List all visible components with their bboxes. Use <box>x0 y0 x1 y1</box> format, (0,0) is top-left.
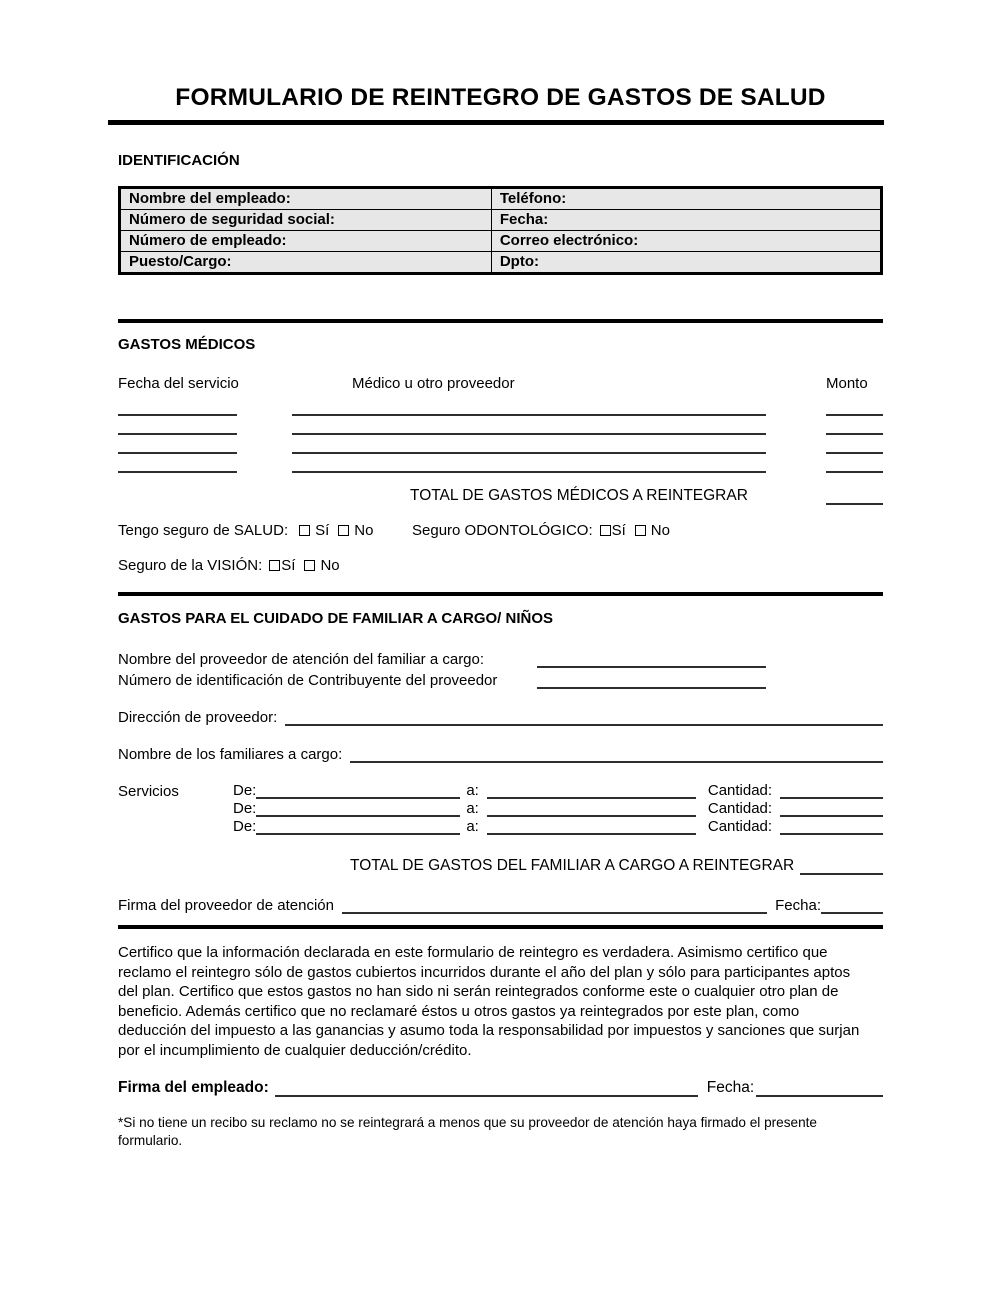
dental-insurance-label: Seguro ODONTOLÓGICO: <box>412 521 593 539</box>
dependent-total-line[interactable] <box>800 859 883 875</box>
medical-total-label: TOTAL DE GASTOS MÉDICOS A REINTEGRAR <box>410 487 748 504</box>
to-label: a: <box>466 818 479 835</box>
no-label: No <box>650 521 670 539</box>
yes-label: Sí <box>281 556 296 574</box>
service-date-line[interactable] <box>118 419 237 435</box>
section-rule <box>118 925 883 929</box>
no-label: No <box>320 556 340 574</box>
section-rule <box>118 319 883 323</box>
amount-label: Cantidad: <box>707 800 773 817</box>
dependents-names-label: Nombre de los familiares a cargo: <box>118 746 343 763</box>
service-date-line[interactable] <box>118 438 237 454</box>
section-rule <box>118 592 883 596</box>
expense-row <box>118 435 883 454</box>
health-no-checkbox[interactable] <box>338 525 349 536</box>
dependents-names-line[interactable] <box>350 747 883 763</box>
receipt-footnote: *Si no tiene un recibo su reclamo no se reintegrará a menos que su proveedor de atención haya firmado el presente formulario. <box>118 1115 817 1148</box>
from-label: De: <box>233 800 257 817</box>
employee-name-cell[interactable]: Nombre del empleado: <box>120 188 492 210</box>
dental-no-checkbox[interactable] <box>635 525 646 536</box>
column-amount-label: Monto <box>826 375 868 392</box>
service-amount-line[interactable] <box>780 801 883 817</box>
health-yes-checkbox[interactable] <box>299 525 310 536</box>
provider-line[interactable] <box>292 457 766 473</box>
services-rows <box>233 781 883 835</box>
provider-signature-line[interactable] <box>342 898 767 914</box>
provider-line[interactable] <box>292 419 766 435</box>
service-to-line[interactable] <box>487 801 696 817</box>
medical-total-row <box>118 484 883 505</box>
to-label: a: <box>466 800 479 817</box>
provider-signature-label: Firma del proveedor de atención <box>118 897 334 914</box>
table-row <box>120 210 882 231</box>
page-title: FORMULARIO DE REINTEGRO DE GASTOS DE SALUD <box>175 84 826 111</box>
to-label: a: <box>466 782 479 799</box>
service-to-line[interactable] <box>487 783 696 799</box>
date-label: Fecha: <box>706 1079 755 1096</box>
service-amount-line[interactable] <box>780 783 883 799</box>
amount-line[interactable] <box>826 419 883 435</box>
health-insurance-group <box>118 522 412 539</box>
amount-label: Cantidad: <box>707 782 773 799</box>
insurance-row-2 <box>118 555 883 575</box>
dependent-total-row <box>118 854 883 875</box>
provider-signature-row <box>118 892 883 914</box>
dependent-care-heading: GASTOS PARA EL CUIDADO DE FAMILIAR A CARGO/ NIÑOS <box>118 610 554 627</box>
medical-columns-header <box>118 375 883 392</box>
no-label: No <box>354 521 374 539</box>
employee-signature-row <box>118 1074 883 1097</box>
identification-table <box>118 186 883 275</box>
department-cell[interactable]: Dpto: <box>491 252 881 274</box>
yes-label: Sí <box>611 521 626 539</box>
amount-line[interactable] <box>826 438 883 454</box>
job-title-cell[interactable]: Puesto/Cargo: <box>120 252 492 274</box>
services-block <box>118 781 883 835</box>
certification-paragraph: Certifico que la información declarada en este formulario de reintegro es verdadera. Asimismo certifico que reclamo el reintegro sólo de gastos cubiertos incurridos durante el año del plan y sólo para participantes aptos del plan. Certifico que estos gastos no han sido ni serán reintegrados conforme este o cualquier otro plan de beneficio. Además certifico que no reclamaré éstos u otros gastos ya reintegrados por este plan, como deducción del impuesto a las ganancias y asumo toda la responsabilidad por impuestos y sanciones que surjan por el incumplimiento de cualquier deducción/crédito. <box>118 944 860 1059</box>
employee-signature-label: Firma del empleado: <box>118 1079 269 1096</box>
amount-label: Cantidad: <box>707 818 773 835</box>
employee-signature-line[interactable] <box>275 1081 698 1097</box>
email-cell[interactable]: Correo electrónico: <box>491 231 881 252</box>
health-insurance-label: Tengo seguro de SALUD: <box>118 521 289 539</box>
provider-tax-line[interactable] <box>537 673 766 689</box>
yes-label: Sí <box>315 521 330 539</box>
provider-tax-label: Número de identificación de Contribuyente del proveedor <box>118 672 498 689</box>
service-amount-line[interactable] <box>780 819 883 835</box>
table-row <box>120 231 882 252</box>
medical-expense-rows <box>118 392 883 473</box>
provider-address-row <box>118 705 883 726</box>
medical-expenses-heading: GASTOS MÉDICOS <box>118 336 256 353</box>
medical-total-line[interactable] <box>826 489 883 505</box>
employee-signature-date-line[interactable] <box>756 1081 883 1097</box>
dependents-names-row <box>118 742 883 763</box>
table-row <box>120 252 882 274</box>
provider-line[interactable] <box>292 400 766 416</box>
title-rule <box>108 120 884 125</box>
provider-address-line[interactable] <box>285 710 883 726</box>
service-from-line[interactable] <box>256 819 460 835</box>
column-date-label: Fecha del servicio <box>118 375 239 392</box>
ssn-cell[interactable]: Número de seguridad social: <box>120 210 492 231</box>
vision-yes-checkbox[interactable] <box>269 560 280 571</box>
expense-row <box>118 416 883 435</box>
employee-number-cell[interactable]: Número de empleado: <box>120 231 492 252</box>
service-row <box>233 799 883 817</box>
form-content <box>118 0 883 1150</box>
from-label: De: <box>233 782 257 799</box>
provider-name-line[interactable] <box>537 652 766 668</box>
service-from-line[interactable] <box>256 783 460 799</box>
vision-insurance-label: Seguro de la VISIÓN: <box>118 556 263 574</box>
column-provider-label: Médico u otro proveedor <box>352 375 515 392</box>
table-row <box>120 188 882 210</box>
service-date-line[interactable] <box>118 457 237 473</box>
from-label: De: <box>233 818 257 835</box>
provider-tax-row <box>118 668 883 689</box>
provider-line[interactable] <box>292 438 766 454</box>
phone-cell[interactable]: Teléfono: <box>491 188 881 210</box>
dependent-total-label: TOTAL DE GASTOS DEL FAMILIAR A CARGO A REINTEGRAR <box>350 857 795 874</box>
service-row <box>233 817 883 835</box>
vision-no-checkbox[interactable] <box>304 560 315 571</box>
expense-row <box>118 454 883 473</box>
provider-name-row <box>118 647 883 668</box>
identification-heading: IDENTIFICACIÓN <box>118 152 240 169</box>
date-cell[interactable]: Fecha: <box>491 210 881 231</box>
date-label: Fecha: <box>775 897 821 914</box>
services-label: Servicios <box>118 783 179 800</box>
amount-line[interactable] <box>826 457 883 473</box>
service-from-line[interactable] <box>256 801 460 817</box>
provider-name-label: Nombre del proveedor de atención del familiar a cargo: <box>118 651 485 668</box>
dental-yes-checkbox[interactable] <box>600 525 611 536</box>
service-to-line[interactable] <box>487 819 696 835</box>
provider-address-label: Dirección de proveedor: <box>118 709 278 726</box>
service-date-line[interactable] <box>118 400 237 416</box>
expense-row <box>118 392 883 416</box>
dental-insurance-group <box>412 522 670 539</box>
service-row <box>233 781 883 799</box>
provider-signature-date-line[interactable] <box>821 898 883 914</box>
insurance-row-1 <box>118 520 883 540</box>
amount-line[interactable] <box>826 400 883 416</box>
